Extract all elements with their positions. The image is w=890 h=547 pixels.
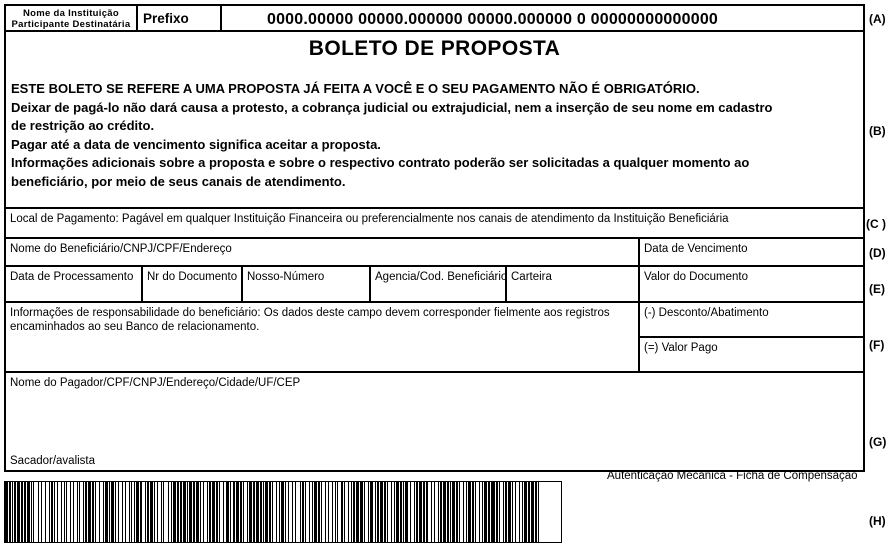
carteira-cell bbox=[507, 267, 640, 303]
marker-h: (H) bbox=[869, 514, 886, 528]
data-processamento-cell bbox=[6, 267, 143, 303]
valor-pago-cell bbox=[640, 338, 863, 373]
notice-line-4: Pagar até a data de vencimento significa aceitar a proposta. bbox=[11, 136, 381, 152]
carteira-label: Carteira bbox=[511, 271, 552, 283]
marker-a: (A) bbox=[869, 12, 886, 26]
nosso-numero-label: Nosso-Número bbox=[247, 271, 325, 283]
marker-e: (E) bbox=[869, 282, 885, 296]
marker-g: (G) bbox=[869, 435, 887, 449]
institution-name-label: Nome da Instituição Participante Destinatária bbox=[11, 8, 131, 30]
agencia-cod-beneficiario-label: Agencia/Cod. Beneficiário bbox=[375, 271, 508, 283]
valor-pago-label: (=) Valor Pago bbox=[644, 342, 718, 354]
digitable-line: 0000.00000 00000.000000 00000.000000 0 00000000000000 bbox=[266, 11, 719, 28]
data-vencimento-label: Data de Vencimento bbox=[644, 243, 748, 255]
prefix-label: Prefixo bbox=[143, 11, 189, 26]
notice-line-3: de restrição ao crédito. bbox=[11, 118, 155, 134]
valor-documento-cell bbox=[640, 267, 863, 303]
valor-documento-label: Valor do Documento bbox=[644, 271, 748, 283]
marker-d: (D) bbox=[869, 246, 886, 260]
beneficiario-cell bbox=[6, 239, 640, 267]
local-pagamento-cell bbox=[6, 207, 863, 239]
notice-line-6: beneficiário, por meio de seus canais de atendimento. bbox=[11, 173, 346, 189]
autenticacao-label: Autenticação Mecanica - Ficha de Compensação bbox=[607, 470, 858, 482]
desconto-abatimento-label: (-) Desconto/Abatimento bbox=[644, 307, 769, 319]
page-title: BOLETO DE PROPOSTA bbox=[308, 37, 561, 60]
data-vencimento-cell bbox=[640, 239, 863, 267]
local-pagamento-label: Local de Pagamento: Pagável em qualquer Instituição Financeira ou preferencialmente nos canais de atendimento da Instituição Beneficiária bbox=[10, 213, 729, 225]
info-responsabilidade-line-1: Informações de responsabilidade do beneficiário: Os dados deste campo devem corresponder fielmente aos registros bbox=[10, 307, 610, 319]
notice-block bbox=[6, 32, 863, 207]
agencia-cod-beneficiario-cell bbox=[371, 267, 507, 303]
notice-line-1: ESTE BOLETO SE REFERE A UMA PROPOSTA JÁ FEITA A VOCÊ E O SEU PAGAMENTO NÃO É OBRIGATÓRIO. bbox=[11, 81, 700, 96]
nr-documento-label: Nr do Documento bbox=[147, 271, 238, 283]
info-responsabilidade-line-2: encaminhados ao seu Banco de relacionamento. bbox=[10, 321, 260, 333]
marker-c: (C ) bbox=[866, 217, 886, 231]
divider-row-a bbox=[6, 6, 863, 32]
marker-f: (F) bbox=[869, 338, 885, 352]
notice-text bbox=[6, 80, 863, 192]
marker-b: (B) bbox=[869, 124, 886, 138]
barcode bbox=[4, 481, 562, 543]
desconto-abatimento-cell bbox=[640, 303, 863, 338]
pagador-cell bbox=[6, 373, 863, 470]
info-responsabilidade-cell bbox=[6, 303, 640, 373]
beneficiario-label: Nome do Beneficiário/CNPJ/CPF/Endereço bbox=[10, 243, 232, 255]
nr-documento-cell bbox=[143, 267, 243, 303]
pagador-label: Nome do Pagador/CPF/CNPJ/Endereço/Cidade/UF/CEP bbox=[10, 377, 301, 389]
data-processamento-label: Data de Processamento bbox=[10, 271, 134, 283]
notice-line-5: Informações adicionais sobre a proposta e sobre o respectivo contrato poderão ser solicitadas a qualquer momento ao bbox=[11, 155, 750, 171]
notice-line-2: Deixar de pagá-lo não dará causa a protesto, a cobrança judicial ou extrajudicial, nem a inserção de seu nome em cadastro bbox=[11, 99, 773, 115]
sacador-avalista-label: Sacador/avalista bbox=[10, 455, 96, 467]
nosso-numero-cell bbox=[243, 267, 371, 303]
